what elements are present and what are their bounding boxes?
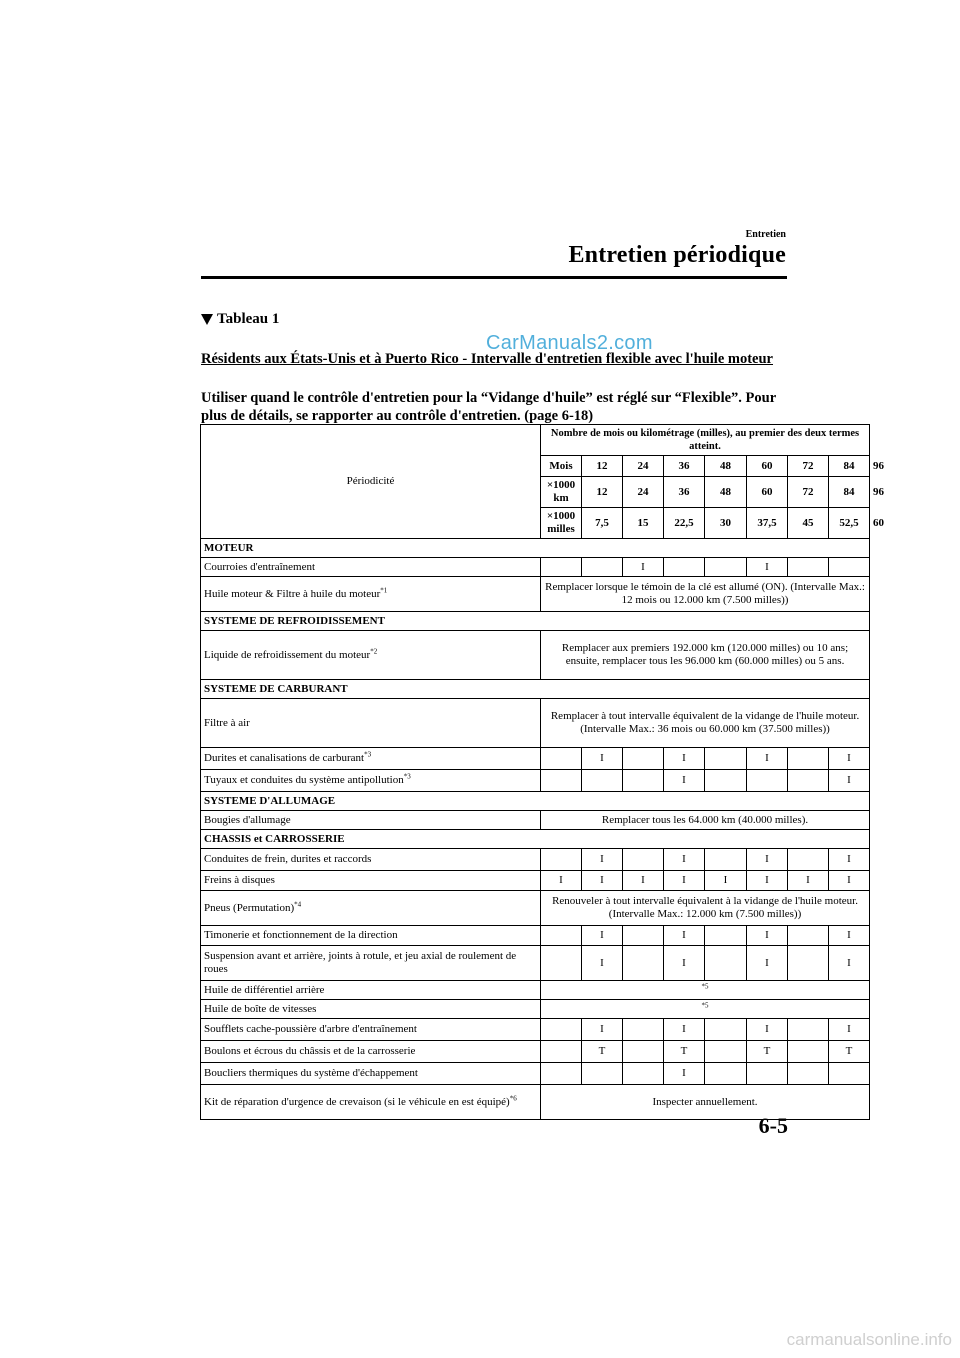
periodicity-header: Périodicité (201, 425, 541, 539)
plugs-note: Remplacer tous les 64.000 km (40.000 milles). (541, 811, 870, 830)
header-rule (201, 276, 787, 279)
miles-cell: 30 (705, 508, 747, 539)
mark-cell: I (829, 926, 870, 946)
mark-cell: T (664, 1041, 705, 1063)
mark-cell: I (747, 558, 788, 577)
item-steering: Timonerie et fonctionnement de la direction (201, 926, 541, 946)
section-chassis: CHASSIS et CARROSSERIE (201, 830, 870, 849)
month-cell: 12 (582, 456, 623, 477)
item-bolts: Boulons et écrous du châssis et de la carrosserie (201, 1041, 541, 1063)
section-engine: MOTEUR (201, 539, 870, 558)
footer-watermark: carmanualsonline.info (786, 1330, 952, 1349)
item-tires: Pneus (Permutation)$^{*4}$ (201, 891, 541, 926)
mark-cell: I (747, 871, 788, 891)
intervals-caption: Nombre de mois ou kilométrage (milles), au premier des deux termes atteint. (541, 425, 870, 456)
mark-cell: I (582, 849, 623, 871)
item-brake-lines: Conduites de frein, durites et raccords (201, 849, 541, 871)
miles-cell: 52,5 (829, 508, 870, 539)
km-cell: 60 (747, 477, 788, 508)
km-cell: 12 (582, 477, 623, 508)
maintenance-table: Périodicité Nombre de mois ou kilométrage (milles), au premier des deux termes atteint. Mois 12 24 36 48 60 72 84 96 ×1000 km 12 24 36 48 60 72 84 96 ×1000 milles 7,5 15 22,5 30 37,5 45 52,5 60 MOTEUR Courroies d'entraînement I I Huile moteur & Filtre à huile du moteur$^{*1}$ Remplacer lorsque le témoin de la clé est allumé (ON). (Intervalle Max.: 12 mois ou 12.000 km (7.500 milles)) SYSTEME DE REFROIDISSEMENT Liquide de refroidissement du moteur$^{*2}$ Remplacer aux premiers 192.000 km (120.000 milles) ou 10 ans; ensuite, remplacer tous les 96.000 km (60.000 milles) ou 5 ans. SYSTEME DE CARBURANT Filtre à air Remplacer à tout intervalle équivalent de la vidange de l'huile moteur. (Intervalle Max.: 36 mois ou 60.000 km (37.500 milles)) Durites et canalisations de carburant$^{*3}$ I I I I Tuyaux et conduites du système antipollution$^{*3}$ I I SYSTEME D'ALLUMAGE Bougies d'allumage Remplacer tous les 64.000 km (40.000 milles). CHASSIS et CARROSSERIE Conduites de frein, durites et raccords I I I I Freins à disques I I I I I I I I Pneus (Permutation)$^{*4}$ Renouveler à tout intervalle équivalent à la vidange de l'huile moteur. (Intervalle Max.: 12.000 km (7.500 milles)) Timonerie et fonctionnement de la direction I I I I Suspension avant et arrière, joints à rotule, et jeu axial de roulement de roues I I I I Huile de différentiel arrière $^{*5}$ Huile de boîte de vitesses $^{*5}$ Soufflets cache-poussière d'arbre d'entraînement I I I I Boulons et écrous du châssis et de la carrosserie T T T T Boucliers thermiques du système d'échappement I Kit de réparation d'urgence de crevaison (si le véhicule en est équipé)$^{*6}$ Inspecter annuellement. (200, 424, 870, 1120)
gearbox-note: *5 (541, 1000, 870, 1019)
mark-cell: I (705, 871, 747, 891)
section-ignition: SYSTEME D'ALLUMAGE (201, 792, 870, 811)
section-cooling: SYSTEME DE REFROIDISSEMENT (201, 612, 870, 631)
item-suspension: Suspension avant et arrière, joints à rotule, et jeu axial de roulement de roues (201, 946, 541, 981)
mark-cell: I (829, 748, 870, 770)
mark-cell: I (664, 770, 705, 792)
chapter-label: Entretien (745, 229, 786, 240)
mark-cell: I (747, 946, 788, 981)
section-title (201, 311, 279, 328)
mark-cell: I (664, 748, 705, 770)
mark-cell: I (541, 871, 582, 891)
mark-cell: I (623, 558, 664, 577)
page-title: Entretien périodique (568, 242, 786, 268)
mark-cell: I (747, 926, 788, 946)
km-cell: 36 (664, 477, 705, 508)
intro-text: Utiliser quand le contrôle d'entretien pour la “Vidange d'huile” est réglé sur “Flexible”. Pour plus de détails, se rapporter au contrôle d'entretien. (page 6-18) (201, 390, 776, 424)
mark-cell: T (829, 1041, 870, 1063)
mark-cell: I (582, 1019, 623, 1041)
km-label: ×1000 km (541, 477, 582, 508)
month-cell: 48 (705, 456, 747, 477)
miles-cell: 45 (788, 508, 829, 539)
rear-diff-note: *5 (541, 981, 870, 1000)
months-label: Mois (541, 456, 582, 477)
item-oil: Huile moteur & Filtre à huile du moteur$^{*1}$ (201, 577, 541, 612)
item-rear-diff: Huile de différentiel arrière (201, 981, 541, 1000)
page-number: 6-5 (758, 1113, 788, 1138)
oil-note: Remplacer lorsque le témoin de la clé est allumé (ON). (Intervalle Max.: 12 mois ou 12.000 km (7.500 milles)) (541, 577, 870, 612)
mark-cell: I (623, 871, 664, 891)
mark-cell: I (664, 849, 705, 871)
mark-cell: I (829, 849, 870, 871)
item-heat-shields: Boucliers thermiques du système d'échappement (201, 1063, 541, 1085)
month-cell: 72 (788, 456, 829, 477)
miles-cell: 37,5 (747, 508, 788, 539)
item-repair-kit: Kit de réparation d'urgence de crevaison (si le véhicule en est équipé)$^{*6}$ (201, 1085, 541, 1120)
km-cell: 24 (623, 477, 664, 508)
mark-cell: I (829, 1019, 870, 1041)
mark-cell: I (829, 871, 870, 891)
mark-cell: I (829, 770, 870, 792)
repair-kit-note: Inspecter annuellement. (541, 1085, 870, 1120)
mark-cell: I (747, 748, 788, 770)
mark-cell: I (582, 946, 623, 981)
month-cell: 24 (623, 456, 664, 477)
miles-cell: 22,5 (664, 508, 705, 539)
item-belts: Courroies d'entraînement (201, 558, 541, 577)
section-title-text: Tableau 1 (217, 311, 280, 327)
item-plugs: Bougies d'allumage (201, 811, 541, 830)
mark-cell: I (664, 871, 705, 891)
item-air-filter: Filtre à air (201, 699, 541, 748)
mark-cell: I (582, 926, 623, 946)
mark-cell: T (747, 1041, 788, 1063)
month-cell: 60 (747, 456, 788, 477)
mark-cell: I (747, 849, 788, 871)
mark-cell: I (664, 946, 705, 981)
mark-cell: I (582, 748, 623, 770)
mark-cell: I (664, 1019, 705, 1041)
mark-cell: I (829, 946, 870, 981)
item-gearbox: Huile de boîte de vitesses (201, 1000, 541, 1019)
mark-cell: T (582, 1041, 623, 1063)
miles-cell: 7,5 (582, 508, 623, 539)
mark-cell: I (582, 871, 623, 891)
item-fuel-lines: Durites et canalisations de carburant$^{*3}$ (201, 748, 541, 770)
miles-label: ×1000 milles (541, 508, 582, 539)
air-filter-note: Remplacer à tout intervalle équivalent de la vidange de l'huile moteur. (Intervalle Max.: 36 mois ou 60.000 km (37.500 milles)) (541, 699, 870, 748)
mark-cell: I (664, 1063, 705, 1085)
miles-cell: 15 (623, 508, 664, 539)
item-disc-brakes: Freins à disques (201, 871, 541, 891)
coolant-note: Remplacer aux premiers 192.000 km (120.000 milles) ou 10 ans; ensuite, remplacer tous les 96.000 km (60.000 milles) ou 5 ans. (541, 631, 870, 680)
item-evap: Tuyaux et conduites du système antipollution$^{*3}$ (201, 770, 541, 792)
km-cell: 84 (829, 477, 870, 508)
mark-cell: I (664, 926, 705, 946)
item-coolant: Liquide de refroidissement du moteur$^{*2}$ (201, 631, 541, 680)
mark-cell: I (747, 1019, 788, 1041)
subheading: Résidents aux États-Unis et à Puerto Rico - Intervalle d'entretien flexible avec l'huile moteur (201, 351, 773, 367)
month-cell: 36 (664, 456, 705, 477)
km-cell: 72 (788, 477, 829, 508)
section-fuel: SYSTEME DE CARBURANT (201, 680, 870, 699)
item-boots: Soufflets cache-poussière d'arbre d'entraînement (201, 1019, 541, 1041)
km-cell: 48 (705, 477, 747, 508)
tires-note: Renouveler à tout intervalle équivalent à la vidange de l'huile moteur. (Intervalle Max.: 12.000 km (7.500 milles)) (541, 891, 870, 926)
triangle-icon (201, 314, 213, 325)
month-cell: 84 (829, 456, 870, 477)
watermark: CarManuals2.com (486, 332, 653, 354)
mark-cell: I (788, 871, 829, 891)
